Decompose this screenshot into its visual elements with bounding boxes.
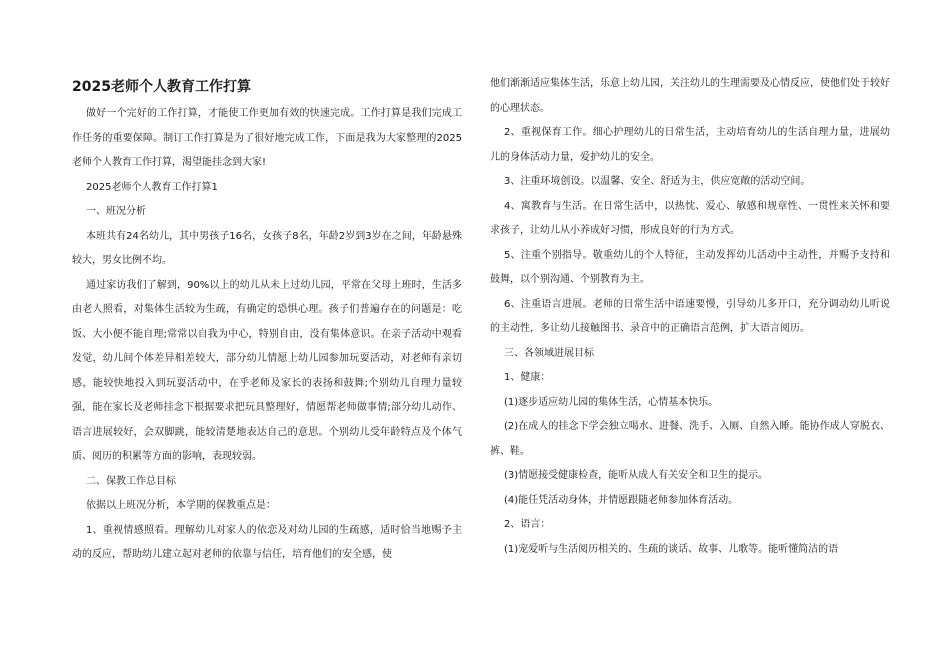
paragraph: 4、寓教育与生活。在日常生活中，以热忱、爱心、敏感和规章性、一贯性来关怀和要求孩子，让幼儿从小养成好习惯，形成良好的行为方式。 (490, 200, 890, 236)
paragraph: 2、重视保育工作。细心护理幼儿的日常生活，主动培育幼儿的生活自理力量，进展幼儿的身体活动力量，爱护幼儿的安全。 (490, 127, 890, 163)
paragraph: 2025老师个人教育工作打算1 (86, 181, 218, 193)
paragraph: 5、注重个别指导。敬重幼儿的个人特征，主动发挥幼儿活动中主动性，并赐予支持和鼓舞，以个别沟通、个别教育为主。 (490, 249, 890, 285)
paragraph: 3、注重环境创设。以温馨、安全、舒适为主，供应宽敞的活动空间。 (504, 176, 811, 187)
left-column (72, 70, 462, 568)
list-item: (2)在成人的挂念下学会独立喝水、进餐、洗手、入厕、自然入睡。能协作成人穿脱衣、裤、鞋。 (490, 421, 890, 457)
section-heading: 三、各领域进展目标 (504, 347, 594, 359)
paragraph: 本班共有24名幼儿，其中男孩子16名，女孩子8名，年龄2岁到3岁在之间，年龄悬殊较大，男女比例不均。 (72, 230, 462, 266)
paragraph: 他们渐渐适应集体生活，乐意上幼儿园，关注幼儿的生理需要及心情反应，使他们处于较好的心理状态。 (490, 78, 890, 114)
paragraph: 依据以上班况分析，本学期的保教重点是： (86, 500, 276, 511)
list-item: (1)宠爱听与生活阅历相关的、生疏的谈话、故事、儿歌等。能听懂简洁的语 (504, 543, 839, 555)
paragraph: 做好一个完好的工作打算，才能使工作更加有效的快速完成。工作打算是我们完成工作任务的重要保障。制订工作打算是为了很好地完成工作，下面是我为大家整理的2025老师个人教育工作打算，渴望能挂念到大家! (72, 108, 462, 168)
list-item: (4)能任凭活动身体，并情愿跟随老师参加体育活动。 (504, 494, 739, 506)
list-item: 1、健康： (504, 372, 551, 383)
paragraph: 1、重视情感照看。理解幼儿对家人的依恋及对幼儿园的生疏感，适时恰当地赐予主动的反应，帮助幼儿建立起对老师的依靠与信任，培育他们的安全感，使 (72, 524, 462, 560)
section-heading: 一、班况分析 (86, 206, 146, 217)
list-item: (3)情愿接受健康检查，能听从成人有关安全和卫生的提示。 (504, 470, 769, 481)
list-item: 2、语言： (504, 519, 551, 530)
list-item: (1)逐步适应幼儿园的集体生活，心情基本快乐。 (504, 396, 719, 408)
section-heading: 二、保教工作总目标 (86, 475, 176, 487)
paragraph: 通过家访我们了解到，90%以上的幼儿从未上过幼儿园，平常在父母上班时，生活多由老人照看，对集体生活较为生疏，有确定的恐惧心理。孩子们普遍存在的问题是：吃饭、大小便不能自理;常常以自我为中心，特别自由，没有集体意识。在亲子活动中观看发觉，幼儿间个体差异相差较大，部分幼儿情愿上幼儿园参加玩耍活动，对老师有亲切感，能较快地投入到玩耍活动中，在乎老师及家长的表扬和鼓舞;个别幼儿自理力量较强，能在家长及老师挂念下根据要求把玩具整理好，情愿帮老师做事情;部分幼儿动作、语言进展较好，会双脚跳，能较清楚地表达自己的意思。个别幼儿受年龄特点及个体气质、阅历的积累等方面的影响，表现较弱。 (72, 279, 462, 462)
right-column (490, 72, 890, 562)
paragraph: 6、注重语言进展。老师的日常生活中语速要慢，引导幼儿多开口，充分调动幼儿听说的主动性，多让幼儿接触图书、录音中的正确语言范例，扩大语言阅历。 (490, 298, 890, 334)
document-title: 2025老师个人教育工作打算 (72, 79, 251, 95)
